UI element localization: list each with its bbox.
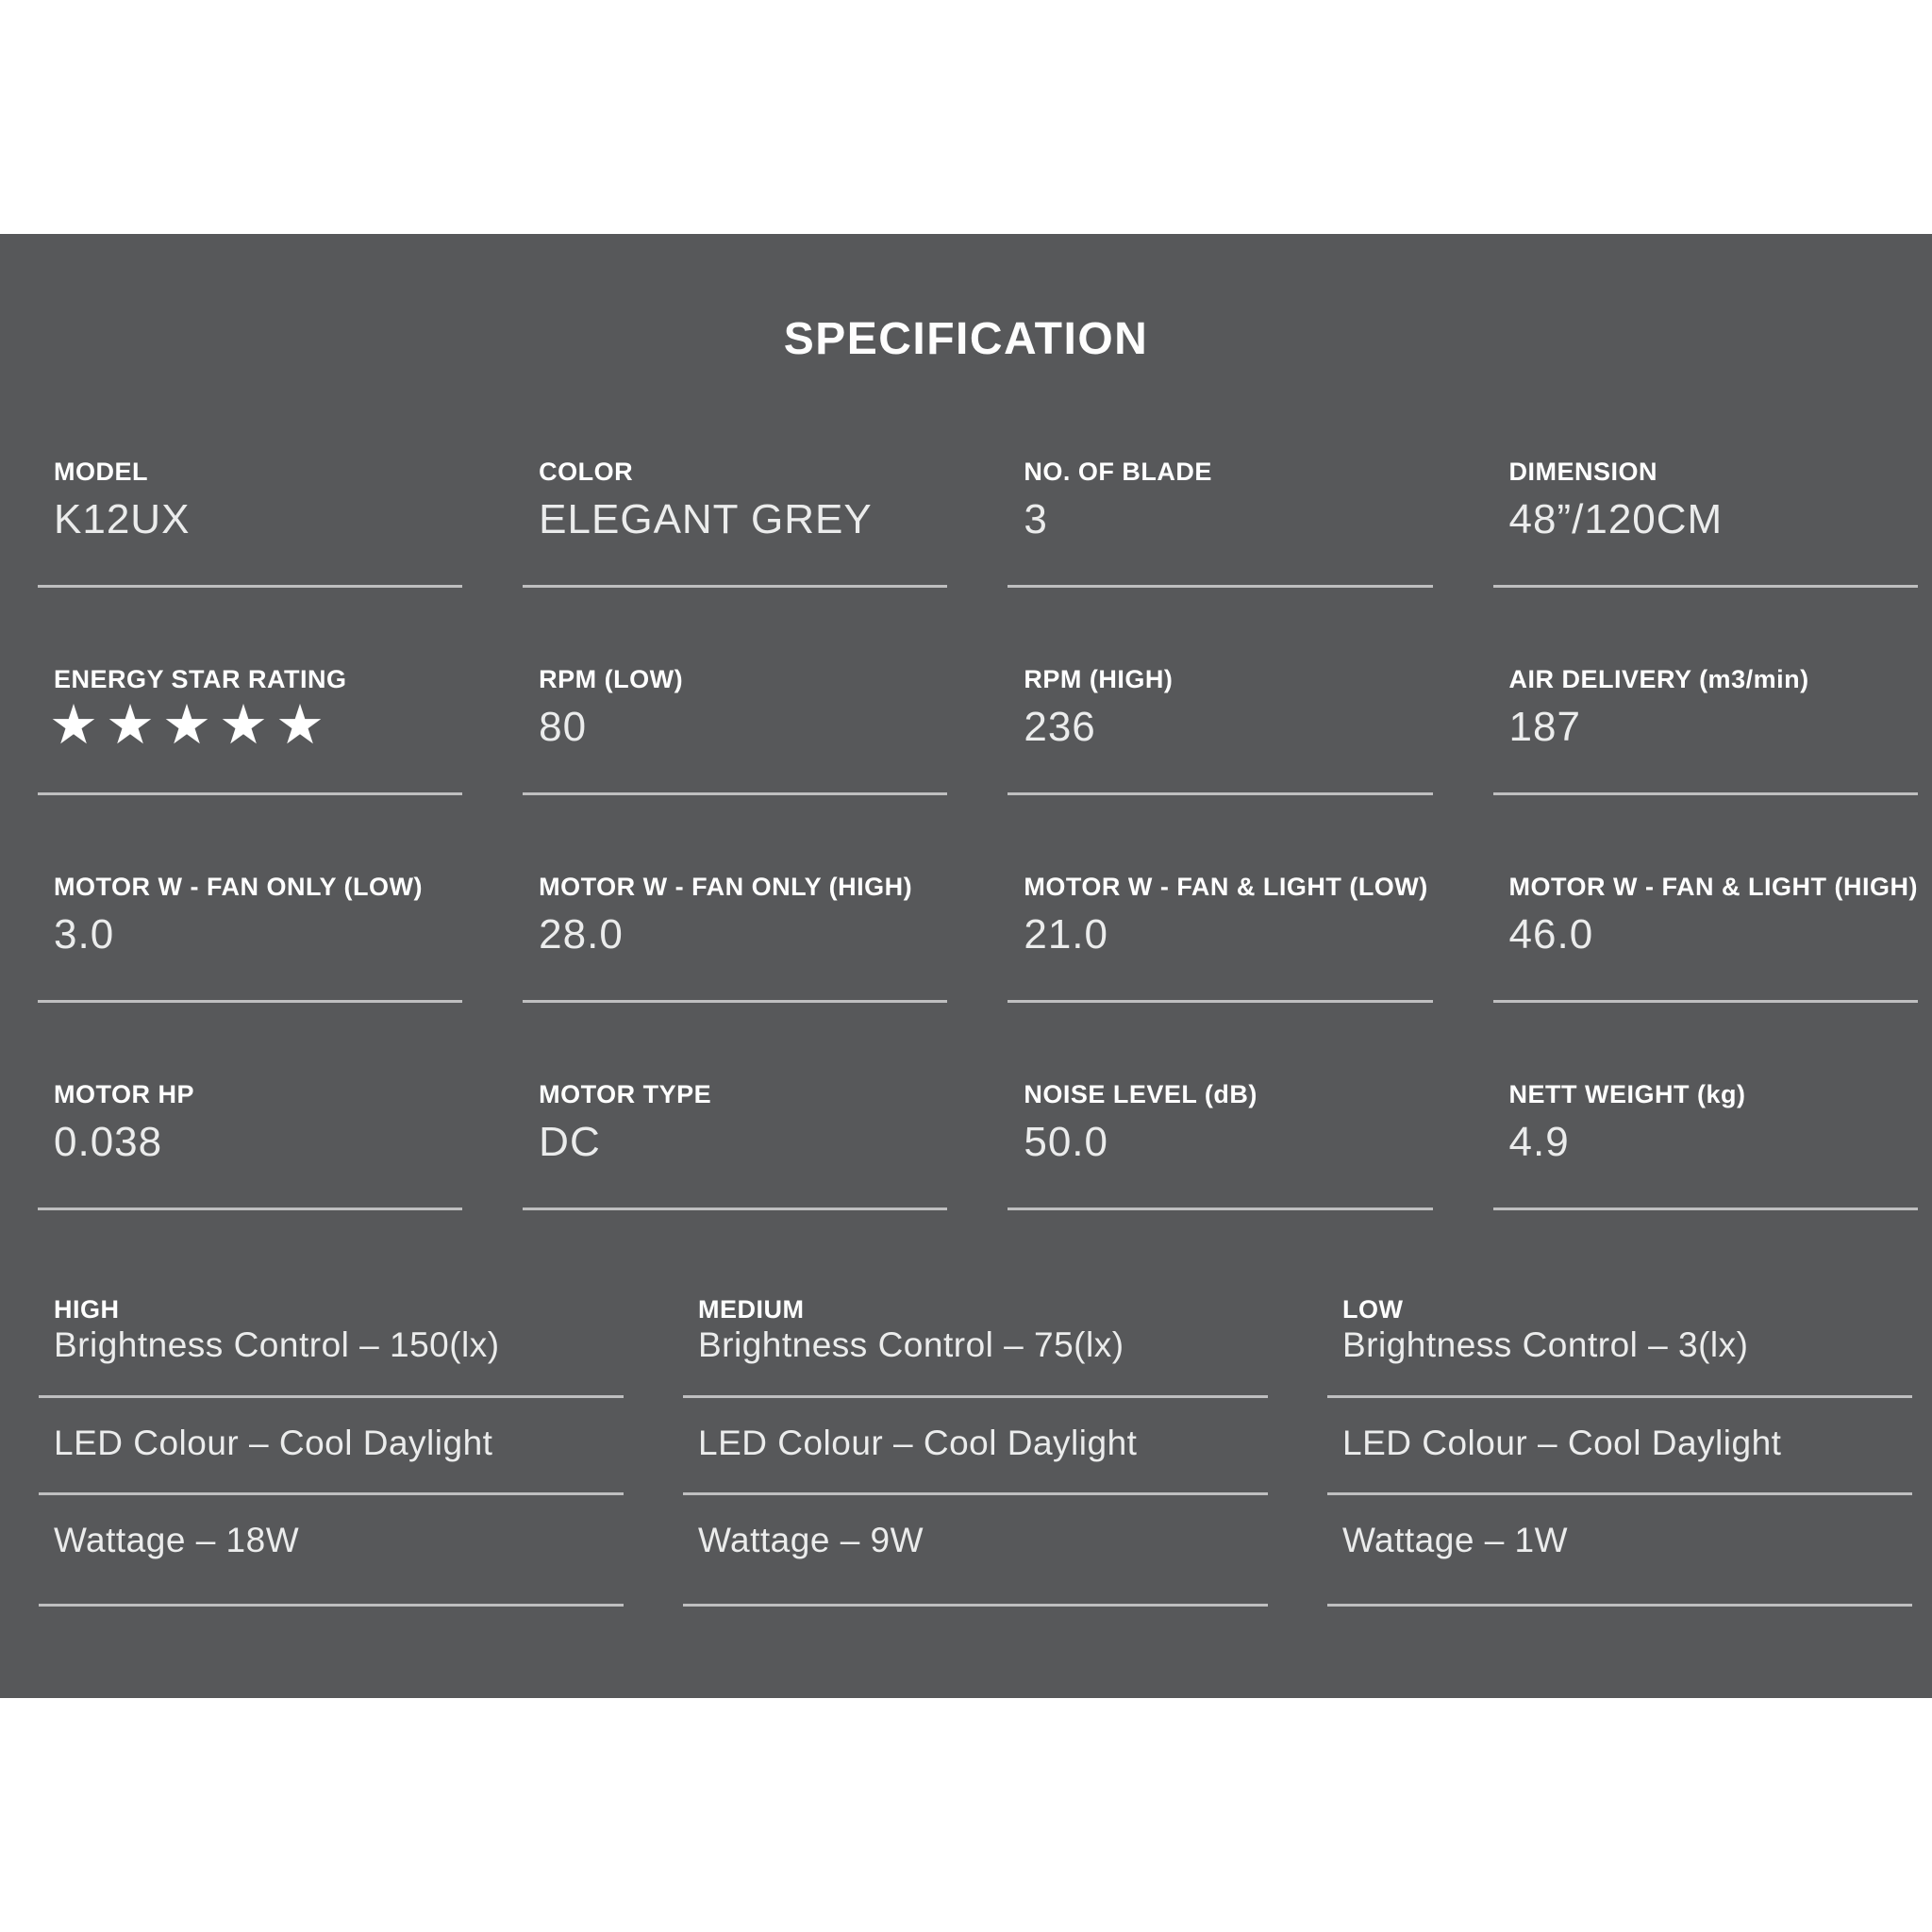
brightness-control-row: Brightness Control – 150(lx) bbox=[39, 1326, 624, 1398]
spec-value: 21.0 bbox=[1024, 911, 1108, 958]
led-colour-row: LED Colour – Cool Daylight bbox=[683, 1424, 1268, 1496]
mode-label: MEDIUM bbox=[698, 1295, 805, 1324]
spec-label: MOTOR W - FAN & LIGHT (LOW) bbox=[1024, 873, 1428, 901]
spec-cell-dimension bbox=[1493, 459, 1918, 588]
light-mode-low bbox=[1327, 1297, 1912, 1607]
spec-value: 3.0 bbox=[54, 911, 115, 958]
mode-label: HIGH bbox=[54, 1295, 120, 1324]
light-mode-medium bbox=[683, 1297, 1268, 1607]
spec-cell-rpm-low bbox=[523, 667, 947, 795]
light-mode-high bbox=[39, 1297, 624, 1607]
brightness-control-row: Brightness Control – 75(lx) bbox=[683, 1326, 1268, 1398]
specification-panel bbox=[0, 234, 1932, 1698]
spec-value: 3 bbox=[1024, 496, 1048, 542]
spec-value: 48”/120CM bbox=[1508, 496, 1724, 542]
spec-value: 236 bbox=[1024, 704, 1096, 750]
spec-value: ELEGANT GREY bbox=[539, 496, 873, 542]
spec-cell-noise-level bbox=[1008, 1082, 1432, 1210]
spec-label: DIMENSION bbox=[1508, 458, 1658, 486]
wattage-row: Wattage – 18W bbox=[39, 1522, 624, 1607]
spec-value: 4.9 bbox=[1508, 1119, 1570, 1165]
spec-value: 0.038 bbox=[54, 1119, 163, 1165]
spec-label: AIR DELIVERY (m3/min) bbox=[1508, 665, 1809, 693]
spec-value: 187 bbox=[1508, 704, 1581, 750]
spec-value: K12UX bbox=[54, 496, 191, 542]
wattage-row: Wattage – 9W bbox=[683, 1522, 1268, 1607]
spec-cell-motor-w-fan-only-high bbox=[523, 874, 947, 1003]
spec-cell-air-delivery bbox=[1493, 667, 1918, 795]
spec-label: RPM (HIGH) bbox=[1024, 665, 1174, 693]
spec-value: 28.0 bbox=[539, 911, 624, 958]
spec-cell-model bbox=[38, 459, 462, 588]
spec-label: RPM (LOW) bbox=[539, 665, 684, 693]
spec-label: MOTOR HP bbox=[54, 1080, 195, 1108]
spec-label: MODEL bbox=[54, 458, 148, 486]
spec-grid bbox=[38, 459, 1918, 1210]
spec-label: MOTOR W - FAN ONLY (LOW) bbox=[54, 873, 423, 901]
spec-cell-nett-weight bbox=[1493, 1082, 1918, 1210]
spec-cell-rpm-high bbox=[1008, 667, 1432, 795]
page-title: SPECIFICATION bbox=[783, 314, 1149, 364]
spec-label: MOTOR W - FAN & LIGHT (HIGH) bbox=[1508, 873, 1918, 901]
wattage-row: Wattage – 1W bbox=[1327, 1522, 1912, 1607]
light-mode-section bbox=[39, 1297, 1912, 1607]
spec-label: NO. OF BLADE bbox=[1024, 458, 1212, 486]
spec-label: NETT WEIGHT (kg) bbox=[1508, 1080, 1746, 1108]
spec-cell-motor-w-fan-only-low bbox=[38, 874, 462, 1003]
brightness-control-row: Brightness Control – 3(lx) bbox=[1327, 1326, 1912, 1398]
spec-value: 46.0 bbox=[1508, 911, 1594, 958]
spec-cell-motor-w-fan-light-low bbox=[1008, 874, 1432, 1003]
spec-label: COLOR bbox=[539, 458, 634, 486]
spec-label: ENERGY STAR RATING bbox=[54, 665, 347, 693]
spec-cell-motor-w-fan-light-high bbox=[1493, 874, 1918, 1003]
spec-value: 80 bbox=[539, 704, 588, 750]
led-colour-row: LED Colour – Cool Daylight bbox=[1327, 1424, 1912, 1496]
spec-cell-no-of-blade bbox=[1008, 459, 1432, 588]
spec-label: MOTOR W - FAN ONLY (HIGH) bbox=[539, 873, 913, 901]
spec-label: NOISE LEVEL (dB) bbox=[1024, 1080, 1257, 1108]
spec-value: 50.0 bbox=[1024, 1119, 1108, 1165]
spec-cell-motor-type bbox=[523, 1082, 947, 1210]
star-rating-icons: ★★★★★ bbox=[49, 694, 332, 756]
mode-label: LOW bbox=[1342, 1295, 1404, 1324]
spec-cell-energy-star-rating bbox=[38, 667, 462, 795]
spec-value: DC bbox=[539, 1119, 601, 1165]
spec-label: MOTOR TYPE bbox=[539, 1080, 712, 1108]
led-colour-row: LED Colour – Cool Daylight bbox=[39, 1424, 624, 1496]
spec-cell-color bbox=[523, 459, 947, 588]
spec-cell-motor-hp bbox=[38, 1082, 462, 1210]
